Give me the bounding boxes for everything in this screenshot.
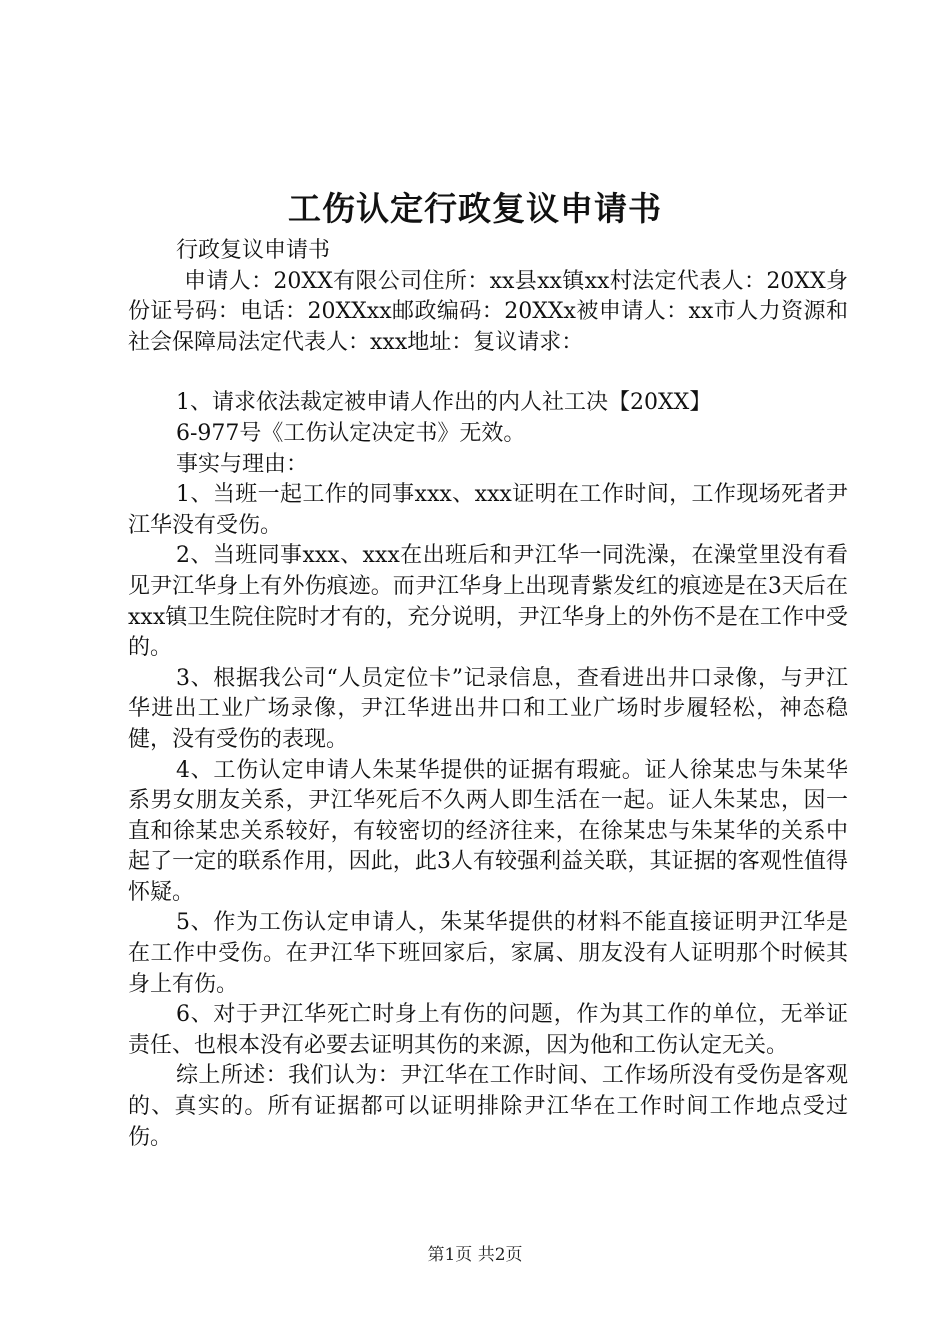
paragraph-facts-heading: 事实与理由：	[176, 451, 309, 477]
paragraph-heading: 行政复议申请书	[176, 238, 331, 263]
paragraph-fact-1: 1、当班一起工作的同事xxx、xxx证明在工作时间，工作现场死者尹江华没有受伤。	[128, 482, 848, 538]
paragraph-fact-6: 6、对于尹江华死亡时身上有伤的问题，作为其工作的单位，无举证责任、也根本没有必要去证明其伤的来源，因为他和工伤认定无关。	[128, 1002, 848, 1058]
paragraph-request-2: 6-977号《工伤认定决定书》无效。	[176, 420, 526, 446]
paragraph-fact-5: 5、作为工伤认定申请人，朱某华提供的材料不能直接证明尹江华是在工作中受伤。在尹江华下班回家后，家属、朋友没有人证明那个时候其身上有伤。	[128, 910, 848, 997]
paragraph-parties: 申请人：20XX有限公司住所：xx县xx镇xx村法定代表人：20XX身份证号码：电话：20XXxx邮政编码：20XXx被申请人：xx市人力资源和社会保障局法定代表人：xxx地址：复议请求：	[128, 268, 848, 355]
paragraph-fact-4: 4、工伤认定申请人朱某华提供的证据有瑕疵。证人徐某忠与朱某华系男女朋友关系，尹江华死后不久两人即生活在一起。证人朱某忠，因一直和徐某忠关系较好，有较密切的经济往来，在徐某忠与朱某华的关系中起了一定的联系作用，因此，此3人有较强利益关联，其证据的客观性值得怀疑。	[128, 757, 848, 905]
paragraph-request-1: 1、请求依法裁定被申请人作出的内人社工决【20XX】	[176, 390, 712, 416]
paragraph-spacer	[128, 358, 848, 388]
paragraph-conclusion: 综上所述：我们认为：尹江华在工作时间、工作场所没有受伤是客观的、真实的。所有证据都可以证明排除尹江华在工作时间工作地点受过伤。	[128, 1063, 848, 1150]
document-title: 工伤认定行政复议申请书	[288, 189, 662, 228]
paragraph-fact-3: 3、根据我公司“人员定位卡”记录信息，查看进出井口录像，与尹江华进出工业广场录像，尹江华进出井口和工业广场时步履轻松，神态稳健，没有受伤的表现。	[128, 665, 848, 752]
document-body	[128, 236, 848, 1153]
page-footer: 第1页 共2页	[427, 1245, 523, 1265]
paragraph-fact-2: 2、当班同事xxx、xxx在出班后和尹江华一同洗澡，在澡堂里没有看见尹江华身上有外伤痕迹。而尹江华身上出现青紫发红的痕迹是在3天后在xxx镇卫生院住院时才有的，充分说明，尹江华身上的外伤不是在工作中受的。	[128, 543, 848, 661]
